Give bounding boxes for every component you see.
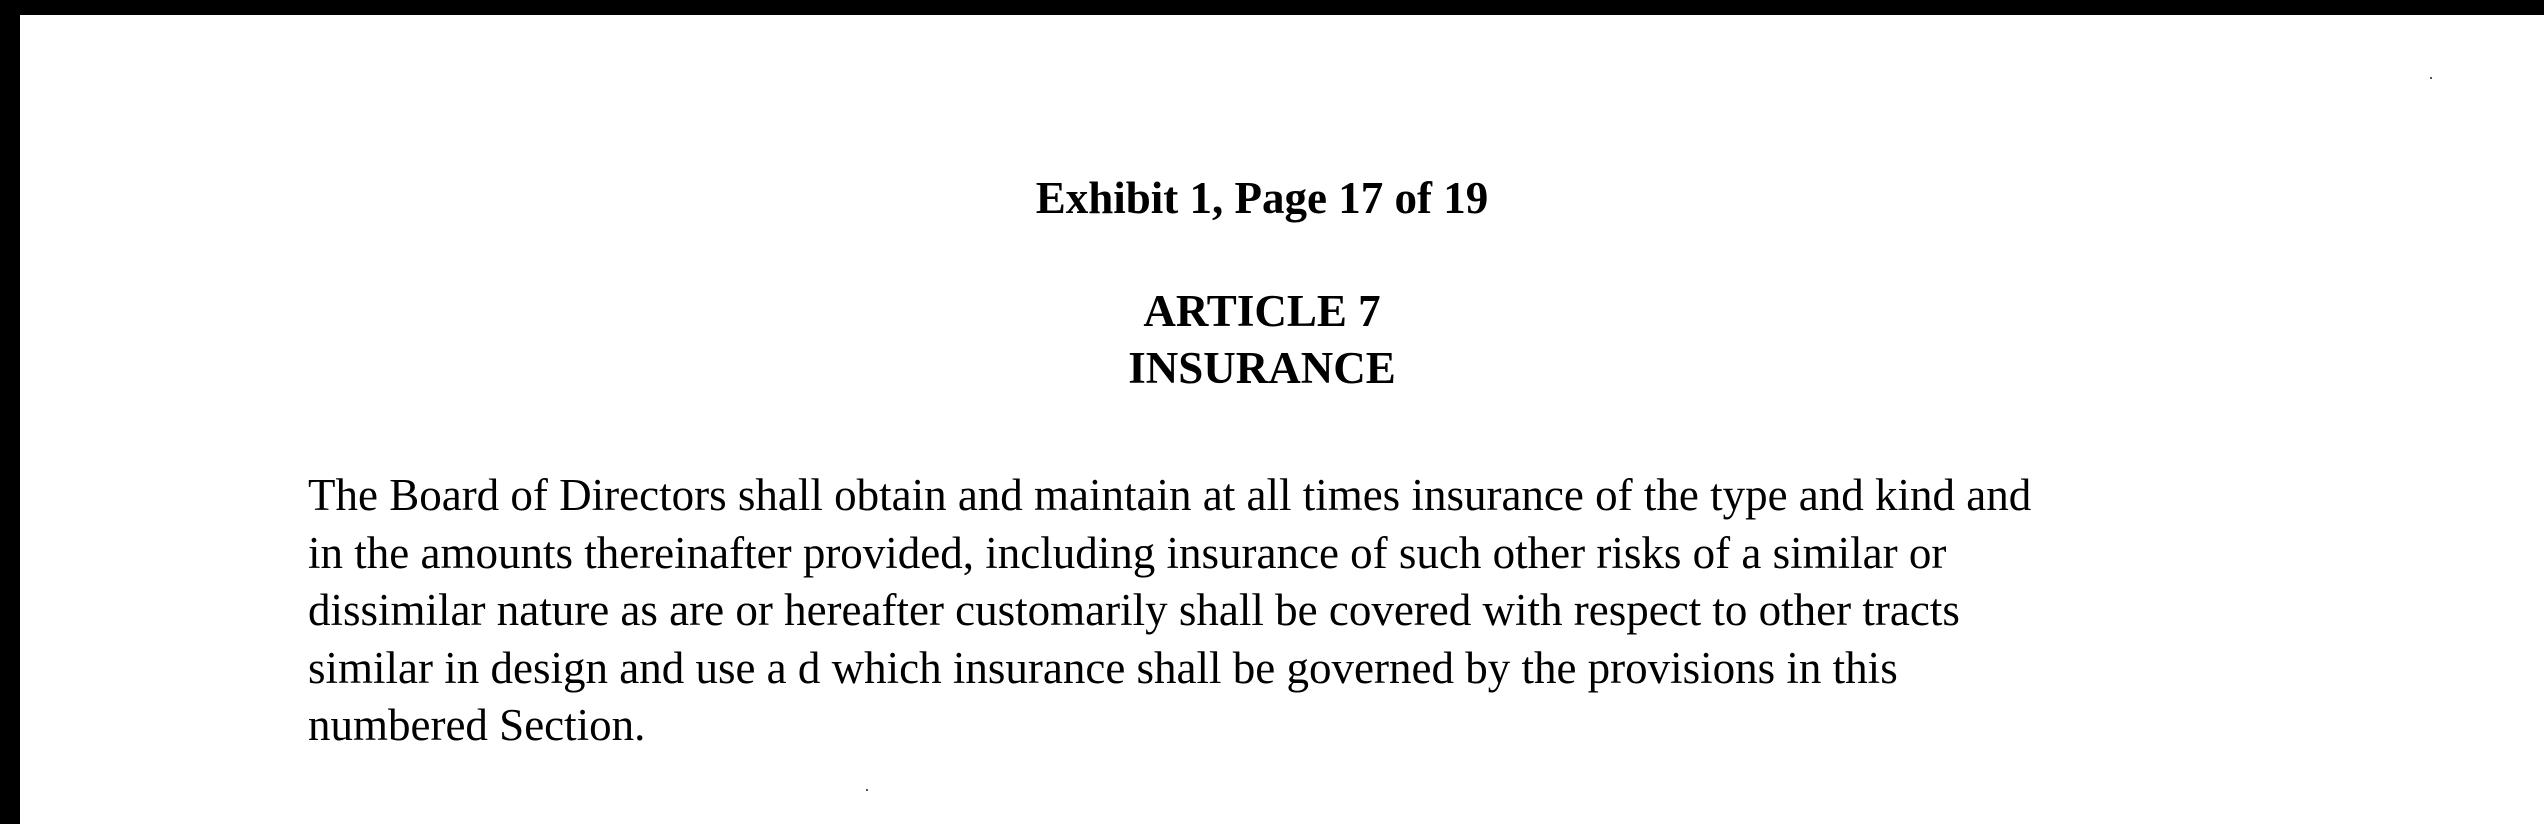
scan-speck: [866, 789, 868, 791]
article-title: INSURANCE: [1128, 343, 1396, 393]
paragraph-line: numbered Section.: [308, 700, 646, 750]
article-heading: [0, 283, 2544, 397]
article-number: ARTICLE 7: [1143, 286, 1381, 336]
exhibit-header: Exhibit 1, Page 17 of 19: [1035, 173, 1489, 223]
paragraph-line: The Board of Directors shall obtain and maintain at all times insurance of the type and kind and: [308, 470, 2032, 520]
scan-border-top: [0, 0, 2544, 15]
paragraph-line: in the amounts thereinafter provided, including insurance of such other risks of a similar or: [308, 527, 1947, 578]
scan-speck: [2430, 77, 2432, 79]
paragraph-line: similar in design and use a d which insurance shall be governed by the provisions in this: [308, 642, 1898, 693]
insurance-paragraph: [308, 467, 2308, 755]
scan-border-left: [0, 0, 20, 824]
paragraph-line: dissimilar nature as are or hereafter customarily shall be covered with respect to other tracts: [308, 585, 1960, 635]
